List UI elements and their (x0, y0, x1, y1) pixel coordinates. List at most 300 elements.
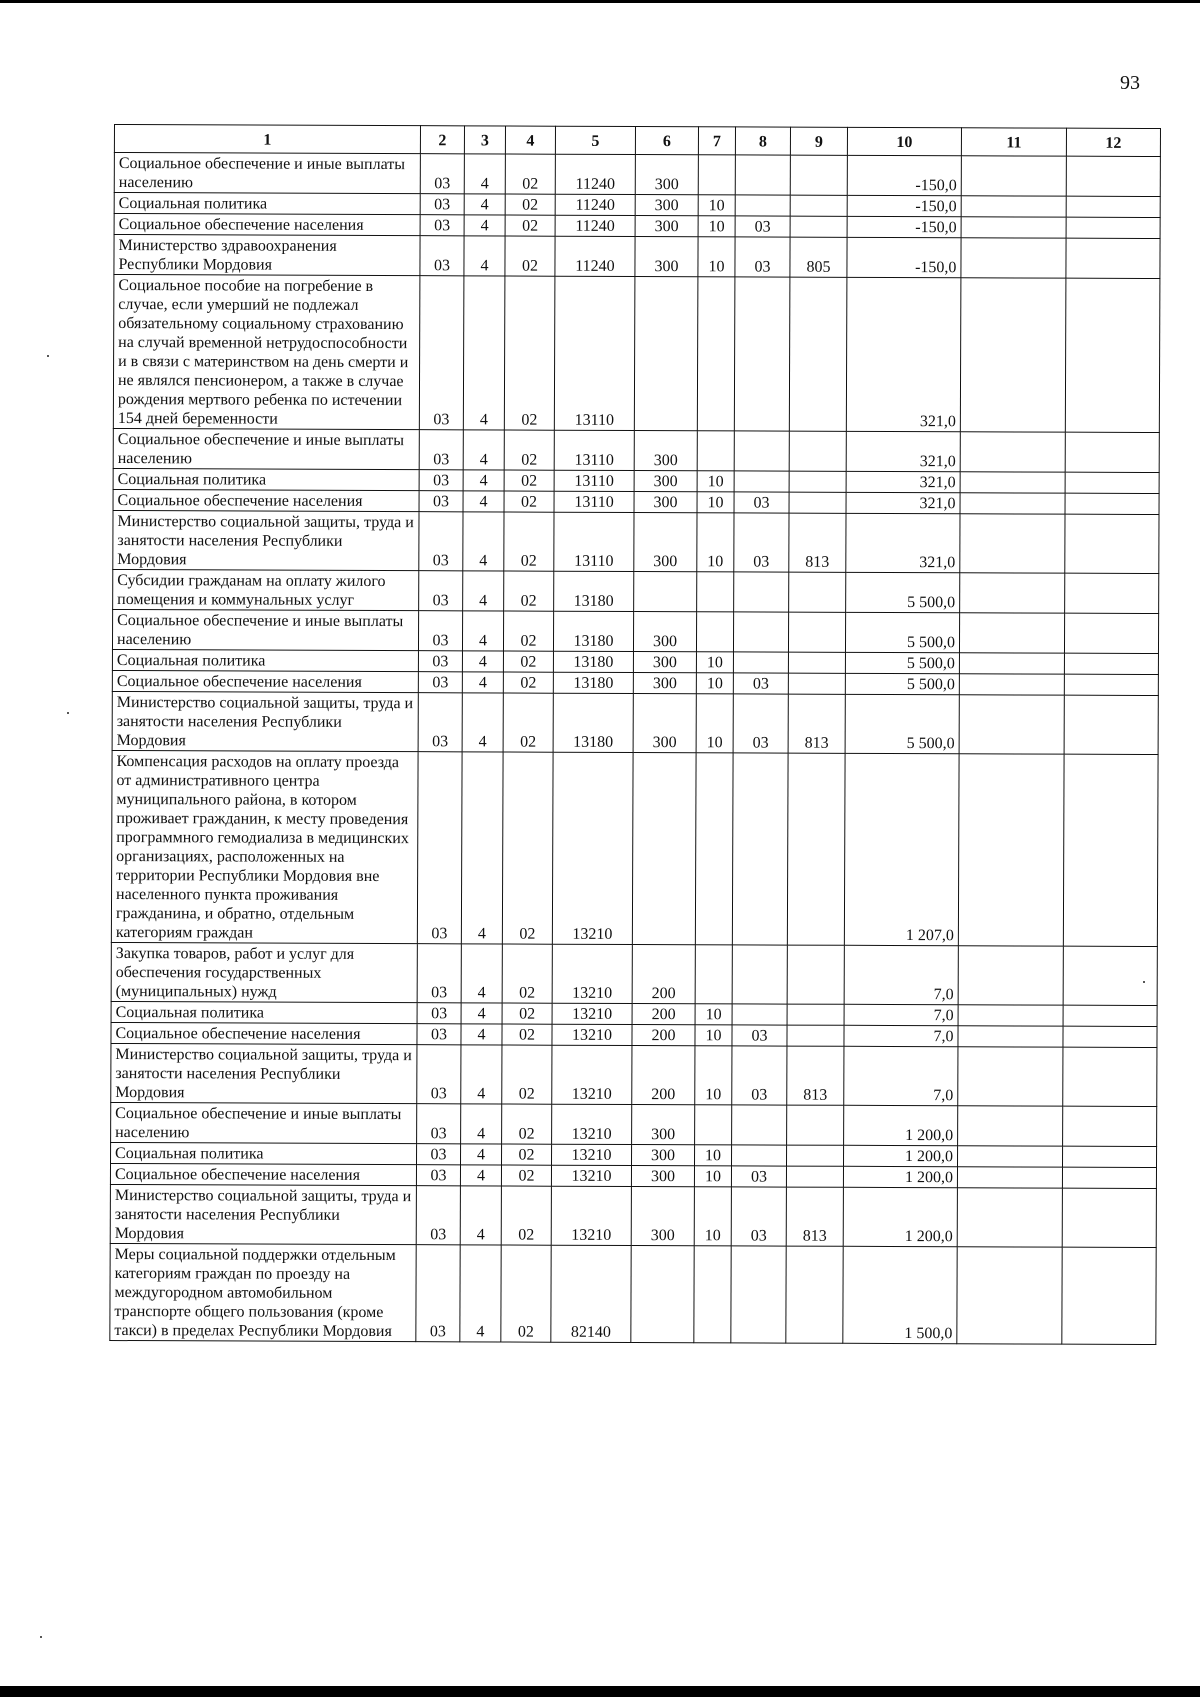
table-row (111, 942, 1157, 1005)
code-cell: 4 (462, 651, 503, 672)
code-cell: 300 (634, 491, 697, 512)
empty-cell (1063, 1047, 1157, 1106)
amount-cell: 1 200,0 (843, 1187, 957, 1246)
empty-cell (1062, 1167, 1156, 1188)
code-cell: 13110 (554, 491, 634, 512)
code-cell (788, 673, 845, 694)
scan-speck (47, 355, 49, 357)
empty-cell (957, 1167, 1062, 1188)
code-cell: 300 (632, 1144, 695, 1165)
empty-cell (958, 1005, 1063, 1026)
code-cell (695, 1105, 732, 1145)
code-cell (632, 752, 696, 944)
amount-cell: -150,0 (847, 216, 961, 237)
code-cell: 02 (504, 512, 554, 571)
code-cell: 300 (634, 431, 697, 471)
code-cell: 03 (418, 651, 462, 672)
code-cell (734, 431, 789, 471)
code-cell (631, 1245, 694, 1342)
column-header: 3 (464, 126, 505, 154)
code-cell: 4 (460, 1186, 501, 1245)
empty-cell (1065, 573, 1159, 613)
code-cell: 13110 (554, 512, 634, 571)
empty-cell (1066, 196, 1160, 217)
code-cell (735, 155, 790, 195)
code-cell: 10 (698, 237, 735, 277)
code-cell (787, 1004, 844, 1025)
amount-cell: 1 207,0 (844, 753, 959, 945)
code-cell: 02 (504, 470, 554, 491)
code-cell: 300 (631, 1165, 694, 1186)
code-cell (787, 1025, 844, 1046)
empty-cell (959, 695, 1064, 754)
empty-cell (1063, 1106, 1157, 1146)
code-cell: 02 (502, 1104, 552, 1144)
code-cell: 4 (461, 1045, 502, 1104)
code-cell: 02 (502, 1144, 552, 1165)
code-cell: 4 (461, 1144, 502, 1165)
code-cell (734, 572, 789, 612)
amount-cell: -150,0 (847, 155, 961, 195)
code-cell: 03 (417, 1045, 461, 1104)
code-cell: 02 (501, 1165, 551, 1186)
row-name-cell: Социальная политика (113, 468, 419, 490)
code-cell: 02 (502, 1045, 552, 1104)
code-cell: 02 (501, 1245, 551, 1342)
code-cell (735, 195, 790, 216)
code-cell (787, 945, 844, 1004)
code-cell: 13210 (552, 752, 633, 944)
code-cell: 300 (633, 672, 696, 693)
code-cell: 200 (632, 1045, 695, 1104)
amount-cell: 1 500,0 (843, 1246, 957, 1343)
code-cell (788, 652, 845, 673)
code-cell: 02 (505, 194, 555, 215)
code-cell (732, 1145, 787, 1166)
code-cell: 200 (632, 1024, 695, 1045)
code-cell (634, 277, 698, 431)
amount-cell: 7,0 (844, 1046, 958, 1105)
code-cell (786, 1166, 843, 1187)
amount-cell: 1 200,0 (844, 1105, 958, 1145)
empty-cell (1065, 278, 1160, 432)
row-name-cell: Министерство социальной защиты, труда и занятости населения Республики Мордовия (110, 1184, 416, 1244)
row-name-cell: Социальное обеспечение и иные выплаты населению (113, 428, 419, 469)
empty-cell (958, 1106, 1063, 1146)
code-cell: 13180 (553, 611, 633, 651)
code-cell: 13180 (553, 672, 633, 693)
code-cell: 10 (696, 652, 733, 673)
code-cell (733, 652, 788, 673)
row-name-cell: Министерство социальной защиты, труда и занятости населения Республики Мордовия (112, 691, 418, 751)
code-cell: 03 (417, 1144, 461, 1165)
code-cell: 03 (731, 1187, 786, 1246)
code-cell: 4 (464, 194, 505, 215)
empty-cell (958, 1026, 1063, 1047)
code-cell (789, 277, 847, 431)
code-cell (734, 471, 789, 492)
code-cell: 13210 (552, 1045, 632, 1104)
code-cell (789, 492, 846, 513)
row-name-cell: Меры социальной поддержки отдельным категориям граждан по проезду на междугородном автомобильном транспорте общего пользования (кроме такси) в пределах Республики Мордовия (110, 1243, 416, 1341)
code-cell: 03 (732, 1025, 787, 1046)
code-cell (787, 753, 845, 945)
code-cell: 13180 (553, 651, 633, 672)
code-cell (695, 753, 733, 945)
scan-border-top (0, 0, 1200, 3)
code-cell: 13110 (554, 430, 634, 470)
code-cell: 03 (417, 944, 461, 1003)
column-header: 11 (961, 128, 1066, 156)
row-name-cell: Социальное обеспечение населения (113, 489, 419, 511)
code-cell: 03 (733, 694, 788, 753)
code-cell (694, 1246, 731, 1343)
row-name-cell: Социальное обеспечение населения (110, 1163, 416, 1185)
empty-cell (957, 1188, 1062, 1247)
code-cell: 03 (418, 693, 462, 752)
amount-cell: -150,0 (847, 237, 961, 277)
code-cell: 4 (461, 1024, 502, 1045)
row-name-cell: Социальная политика (112, 649, 418, 671)
table-row (112, 691, 1158, 754)
code-cell (790, 155, 847, 195)
code-cell: 02 (503, 693, 553, 752)
code-cell (697, 277, 735, 431)
code-cell: 10 (695, 1025, 732, 1046)
code-cell: 10 (697, 513, 734, 572)
row-name-cell: Социальная политика (111, 1142, 417, 1164)
code-cell: 03 (417, 1104, 461, 1144)
code-cell (732, 753, 788, 945)
empty-cell (1063, 1005, 1157, 1026)
empty-cell (1063, 1146, 1157, 1167)
amount-cell: 5 500,0 (845, 673, 959, 694)
code-cell (789, 471, 846, 492)
empty-cell (958, 754, 1064, 946)
code-cell: 02 (503, 611, 553, 651)
code-cell: 13110 (554, 470, 634, 491)
code-cell (732, 1105, 787, 1145)
amount-cell: 321,0 (846, 277, 961, 431)
code-cell: 4 (461, 944, 502, 1003)
code-cell: 13210 (551, 1165, 631, 1186)
empty-cell (958, 1047, 1063, 1106)
column-header: 12 (1066, 128, 1160, 156)
code-cell: 02 (505, 236, 555, 276)
budget-table (109, 124, 1161, 1345)
column-header: 5 (555, 126, 635, 154)
table-row (111, 750, 1158, 946)
row-name-cell: Закупка товаров, работ и услуг для обеспечения государственных (муниципальных) нужд (111, 942, 417, 1002)
code-cell: 813 (789, 513, 846, 572)
code-cell (696, 612, 733, 652)
amount-cell: -150,0 (847, 195, 961, 216)
code-cell: 805 (790, 237, 847, 277)
code-cell: 03 (420, 154, 464, 194)
code-cell: 10 (695, 1145, 732, 1166)
amount-cell: 5 500,0 (845, 652, 959, 673)
table-row (114, 153, 1160, 197)
page-number: 93 (1120, 72, 1140, 94)
code-cell (634, 571, 697, 611)
amount-cell: 1 200,0 (843, 1166, 957, 1187)
code-cell: 300 (634, 512, 697, 571)
code-cell (786, 1246, 843, 1343)
table-row (111, 1043, 1157, 1106)
table-row (111, 1102, 1157, 1146)
code-cell: 13210 (552, 1104, 632, 1144)
code-cell: 4 (463, 571, 504, 611)
row-name-cell: Субсидии гражданам на оплату жилого помещения и коммунальных услуг (113, 569, 419, 610)
code-cell: 4 (462, 693, 503, 752)
code-cell: 03 (416, 1245, 460, 1342)
code-cell: 300 (632, 1104, 695, 1144)
code-cell (697, 572, 734, 612)
code-cell (790, 195, 847, 216)
code-cell: 03 (419, 430, 463, 470)
code-cell: 02 (503, 672, 553, 693)
code-cell: 03 (734, 513, 789, 572)
code-cell: 03 (418, 672, 462, 693)
code-cell: 03 (731, 1166, 786, 1187)
code-cell: 02 (501, 1186, 551, 1245)
row-name-cell: Министерство здравоохранения Республики Мордовия (114, 235, 420, 276)
code-cell: 300 (633, 651, 696, 672)
code-cell: 13210 (552, 1024, 632, 1045)
code-cell (789, 572, 846, 612)
code-cell: 03 (419, 470, 463, 491)
table-row (114, 235, 1160, 279)
code-cell: 13210 (552, 1144, 632, 1165)
code-cell: 4 (463, 512, 504, 571)
code-cell: 200 (632, 1003, 695, 1024)
empty-cell (1066, 156, 1160, 196)
code-cell: 10 (694, 1166, 731, 1187)
code-cell (732, 945, 787, 1004)
row-name-cell: Социальное обеспечение и иные выплаты населению (111, 1102, 417, 1143)
code-cell: 300 (633, 693, 696, 752)
empty-cell (1063, 946, 1157, 1005)
empty-cell (958, 1146, 1063, 1167)
code-cell: 03 (419, 512, 463, 571)
code-cell (697, 431, 734, 471)
code-cell: 02 (504, 571, 554, 611)
code-cell: 02 (504, 491, 554, 512)
code-cell (789, 431, 846, 471)
row-name-cell: Социальное обеспечение населения (112, 670, 418, 692)
code-cell: 03 (735, 237, 790, 277)
code-cell: 02 (505, 154, 555, 194)
code-cell: 02 (504, 430, 554, 470)
code-cell: 03 (419, 276, 464, 430)
code-cell (787, 1145, 844, 1166)
table-header-row (114, 125, 1160, 157)
code-cell: 4 (463, 276, 505, 430)
code-cell (788, 612, 845, 652)
column-header: 10 (847, 127, 961, 155)
code-cell: 10 (697, 471, 734, 492)
code-cell: 02 (502, 1024, 552, 1045)
code-cell: 300 (631, 1186, 694, 1245)
code-cell: 4 (463, 491, 504, 512)
code-cell: 4 (464, 215, 505, 236)
empty-cell (960, 514, 1065, 573)
amount-cell: 321,0 (846, 431, 960, 471)
amount-cell: 1 200,0 (844, 1145, 958, 1166)
empty-cell (959, 674, 1064, 695)
amount-cell: 5 500,0 (845, 612, 959, 652)
code-cell: 03 (417, 752, 462, 944)
table-row (113, 569, 1159, 613)
code-cell: 03 (419, 491, 463, 512)
empty-cell (960, 432, 1065, 472)
empty-cell (961, 196, 1066, 217)
amount-cell: 321,0 (846, 471, 960, 492)
code-cell: 02 (502, 1003, 552, 1024)
code-cell: 813 (787, 1046, 844, 1105)
code-cell: 4 (460, 1245, 501, 1342)
code-cell: 4 (461, 1104, 502, 1144)
code-cell: 813 (788, 694, 845, 753)
table-row (113, 510, 1159, 573)
code-cell: 02 (504, 276, 555, 430)
code-cell: 02 (502, 752, 553, 944)
code-cell (734, 277, 790, 431)
empty-cell (959, 653, 1064, 674)
code-cell: 03 (734, 492, 789, 513)
empty-cell (960, 278, 1066, 432)
code-cell: 4 (461, 752, 503, 944)
row-name-cell: Министерство социальной защиты, труда и занятости населения Республики Мордовия (111, 1043, 417, 1103)
empty-cell (1066, 217, 1160, 238)
code-cell: 10 (694, 1187, 731, 1246)
code-cell: 4 (464, 154, 505, 194)
table-row (112, 609, 1158, 653)
amount-cell: 5 500,0 (846, 572, 960, 612)
scan-border-bottom (0, 1686, 1200, 1697)
code-cell: 4 (462, 611, 503, 651)
code-cell (790, 216, 847, 237)
code-cell (695, 945, 732, 1004)
empty-cell (961, 217, 1066, 238)
code-cell: 13110 (554, 276, 635, 430)
empty-cell (1064, 613, 1158, 653)
code-cell: 03 (417, 1003, 461, 1024)
empty-cell (960, 472, 1065, 493)
code-cell (733, 612, 788, 652)
code-cell: 13210 (551, 1186, 631, 1245)
column-header: 6 (635, 127, 698, 155)
code-cell (787, 1105, 844, 1145)
table-body (110, 153, 1161, 1345)
code-cell: 300 (635, 155, 698, 195)
code-cell: 03 (416, 1186, 460, 1245)
code-cell: 11240 (555, 154, 635, 194)
amount-cell: 321,0 (846, 492, 960, 513)
amount-cell: 7,0 (844, 1004, 958, 1025)
code-cell: 03 (732, 1046, 787, 1105)
code-cell: 10 (698, 195, 735, 216)
row-name-cell: Социальная политика (111, 1001, 417, 1023)
amount-cell: 5 500,0 (845, 694, 959, 753)
empty-cell (1065, 472, 1159, 493)
empty-cell (957, 1247, 1062, 1344)
scan-speck (40, 1636, 42, 1638)
empty-cell (1065, 432, 1159, 472)
empty-cell (1063, 754, 1158, 946)
table-row (110, 1243, 1156, 1344)
empty-cell (1064, 674, 1158, 695)
code-cell: 10 (695, 1046, 732, 1105)
code-cell: 03 (735, 216, 790, 237)
code-cell: 4 (462, 672, 503, 693)
column-header: 8 (735, 127, 790, 155)
code-cell: 10 (695, 1004, 732, 1025)
code-cell: 200 (632, 944, 695, 1003)
code-cell: 10 (696, 694, 733, 753)
code-cell: 02 (505, 215, 555, 236)
empty-cell (1065, 514, 1159, 573)
code-cell: 4 (461, 1003, 502, 1024)
code-cell: 82140 (551, 1245, 631, 1342)
code-cell: 10 (696, 673, 733, 694)
empty-cell (1062, 1247, 1156, 1344)
row-name-cell: Социальная политика (114, 193, 420, 215)
code-cell: 300 (633, 611, 696, 651)
empty-cell (1066, 238, 1160, 278)
table-row (110, 1184, 1156, 1247)
code-cell: 13210 (552, 944, 632, 1003)
code-cell: 11240 (555, 236, 635, 276)
row-name-cell: Социальное обеспечение населения (111, 1022, 417, 1044)
empty-cell (1064, 695, 1158, 754)
scan-speck (67, 712, 69, 714)
code-cell: 02 (503, 651, 553, 672)
code-cell: 11240 (555, 194, 635, 215)
empty-cell (1064, 653, 1158, 674)
code-cell: 03 (420, 194, 464, 215)
row-name-cell: Социальное обеспечение и иные выплаты населению (114, 153, 420, 194)
code-cell: 300 (635, 195, 698, 216)
code-cell: 4 (460, 1165, 501, 1186)
code-cell: 13210 (552, 1003, 632, 1024)
row-name-cell: Компенсация расходов на оплату проезда от административного центра муниципального района, в котором проживает гражданин, к месту проведения программного гемодиализа в медицинских организациях, расположенных на территории Республики Мордовия вне населенного пункта проживания гражданина, и обратно, отдельным категориям граждан (111, 750, 418, 943)
code-cell: 4 (463, 430, 504, 470)
empty-cell (960, 573, 1065, 613)
table-row (113, 428, 1159, 472)
empty-cell (961, 238, 1066, 278)
empty-cell (1062, 1188, 1156, 1247)
column-header: 2 (420, 126, 464, 154)
column-header: 7 (698, 127, 735, 155)
code-cell: 13180 (554, 571, 634, 611)
code-cell: 02 (502, 944, 552, 1003)
code-cell (698, 155, 735, 195)
code-cell: 4 (463, 470, 504, 491)
empty-cell (959, 613, 1064, 653)
amount-cell: 321,0 (846, 513, 960, 572)
column-header: 4 (505, 126, 555, 154)
code-cell: 300 (635, 216, 698, 237)
code-cell: 03 (419, 571, 463, 611)
empty-cell (1063, 1026, 1157, 1047)
empty-cell (958, 946, 1063, 1005)
code-cell: 10 (698, 216, 735, 237)
amount-cell: 7,0 (844, 1025, 958, 1046)
row-name-cell: Социальное обеспечение и иные выплаты населению (112, 609, 418, 650)
code-cell: 03 (420, 236, 464, 276)
column-header: 1 (114, 125, 420, 154)
